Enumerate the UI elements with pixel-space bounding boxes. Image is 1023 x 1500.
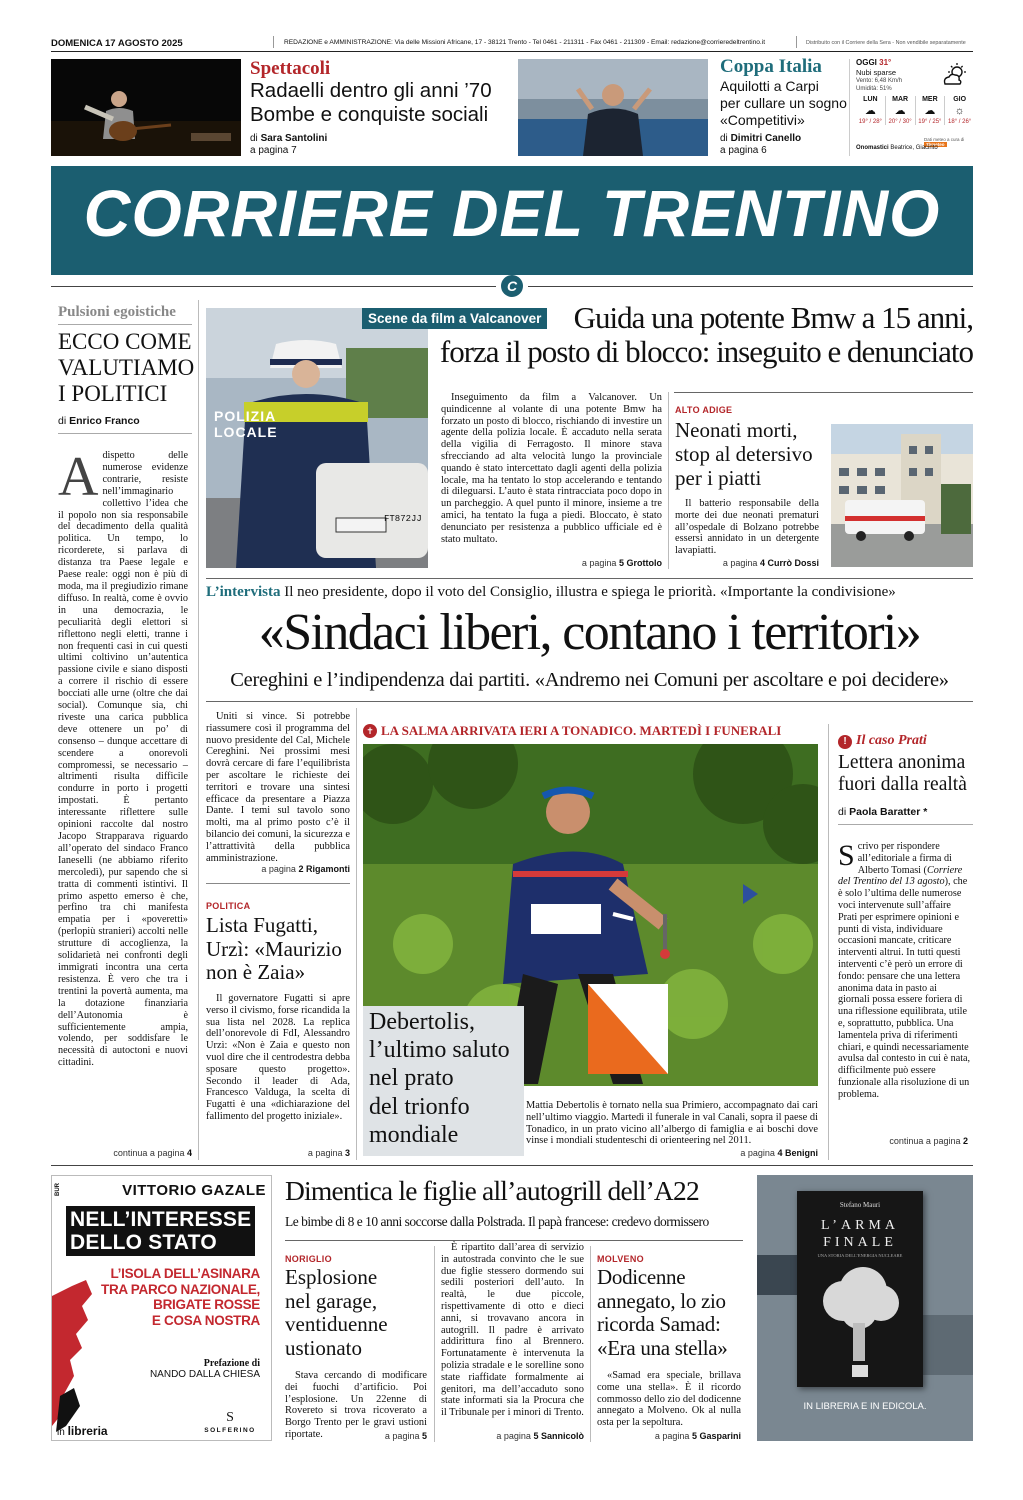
jump-page: 4 xyxy=(759,558,765,568)
ad-title-line: DELLO STATO xyxy=(70,1231,217,1254)
headline-line: «Era una stella» xyxy=(597,1335,728,1360)
prati-dropcap: S xyxy=(838,841,855,872)
book-cover xyxy=(797,1191,923,1387)
molveno-text: «Samad era speciale, brillava come una stella». È il ricordo commosso dello zio del dodicenne annegato a Molveno. Ok al nulla osta per la sepoltura. xyxy=(597,1370,741,1429)
jump-label: a pagina xyxy=(261,864,296,874)
jump-label: a pagina xyxy=(654,1431,690,1441)
editorial-title[interactable] xyxy=(58,329,194,407)
weather-brand-logo: 3bmeteo xyxy=(926,142,945,147)
editorial-title-line: VALUTIAMO xyxy=(58,355,195,380)
jump-label: a pagina xyxy=(740,1148,775,1158)
teaser-title-line1[interactable]: Radaelli dentro gli anni ’70 xyxy=(250,79,492,102)
teaser-section-spettacoli: Spettacoli xyxy=(250,58,331,79)
teaser-right-line3[interactable]: «Competitivi» xyxy=(720,112,805,128)
teaser-right-byline xyxy=(720,133,801,144)
molveno-body xyxy=(597,1370,741,1429)
headline-line: Guida una potente Bmw a 15 anni, xyxy=(573,300,973,335)
masthead-logo: C xyxy=(501,275,523,297)
forecast-day-label: GIO xyxy=(953,96,967,103)
jump-label: continua a pagina xyxy=(113,1148,185,1158)
ad-author: VITTORIO GAZALE xyxy=(122,1182,266,1199)
teaser-right-page: a pagina 6 xyxy=(720,145,767,156)
forecast-temps: 18° / 26° xyxy=(948,119,972,125)
debertolis-text: Mattia Debertolis è tornato nella sua Primiero, accompagnato dai cari nell’ultimo viaggio. Martedì il funerale in val Canali, sopra il paese di Tonadico, in un prato vicino all’albergo di famiglia e ai boschi dove vinse i mondiali studenteschi di orienteering nel 2011. xyxy=(526,1100,818,1147)
jump-page: 5 xyxy=(618,558,624,568)
headline-line: ventiduenne xyxy=(285,1312,388,1336)
teaser-photo-coach xyxy=(518,59,708,156)
jump-author: Rigamonti xyxy=(306,864,350,874)
forecast-day-label: MER xyxy=(922,96,938,103)
weather-wind: Vento: 6,48 Km/h xyxy=(856,78,903,84)
prati-author: Paola Baratter * xyxy=(849,806,928,818)
by-prefix: di xyxy=(58,415,67,427)
molveno-headline[interactable] xyxy=(597,1266,745,1360)
neonati-body xyxy=(675,498,819,557)
mushroom-cloud-icon xyxy=(813,1265,907,1361)
sun-icon: ☼ xyxy=(954,105,965,117)
weather-today-temp: 31° xyxy=(879,58,892,67)
publisher-logo-icon xyxy=(852,1365,868,1377)
jump-page: 2 xyxy=(298,864,304,874)
headline-line: l’ultimo saluto xyxy=(369,1037,510,1064)
jump-label: a pagina xyxy=(581,558,617,568)
prati-lead-italic: Corriere del Trentino del 13 agosto xyxy=(838,864,963,888)
headline-line: ustionato xyxy=(285,1335,362,1360)
masthead-title[interactable]: CORRIERE DEL TRENTINO xyxy=(83,176,941,250)
autogrill-jump[interactable] xyxy=(441,1431,584,1441)
police-checkpoint-photo xyxy=(206,308,428,568)
fugatti-text: Il governatore Fugatti si apre verso il civismo, forse ricandida la sua lista nel 2028. La replica dell’onorevole di FdI, Alessandro Urzì: «Non è Zaia e questo non vuol dire che il centrodestra debba sposare questo progetto». Secondo il leader di Ada, Francesco Valduga, la scelta di Fugatti è una «dichiarazione del fallimento del progetto iniziale». xyxy=(206,993,350,1122)
debertolis-title-box[interactable] xyxy=(363,1006,524,1156)
bmw-jump[interactable] xyxy=(441,558,662,568)
debertolis-body xyxy=(526,1100,818,1147)
weather-box xyxy=(856,58,974,158)
jump-label: a pagina xyxy=(307,1148,343,1158)
ad-tag: BUR xyxy=(55,1183,61,1196)
exclamation-icon: ! xyxy=(838,735,852,749)
editorial-kicker: Pulsioni egoistiche xyxy=(58,304,176,320)
jump-label: a pagina xyxy=(496,1431,531,1441)
intervista-body xyxy=(206,711,350,864)
intervista-deck: Cereghini e l’indipendenza dai partiti. «Andremo nei Comuni per ascoltare e poi decidere» xyxy=(230,669,949,691)
book-title: L’ARMA FINALE xyxy=(821,1218,899,1250)
headline-line: annegato, lo zio xyxy=(597,1288,726,1313)
forecast-temps: 20° / 30° xyxy=(888,119,912,125)
headline-line: forza il posto di blocco: inseguito e denunciato xyxy=(439,334,973,369)
cloud-sun-icon: ☁ xyxy=(924,105,936,117)
editorial-author: Enrico Franco xyxy=(69,415,140,427)
weather-humidity: Umidità: 51% xyxy=(856,86,892,92)
candle-icon: ✝ xyxy=(363,724,377,738)
headline-line: mondiale xyxy=(369,1121,459,1148)
headline-line: nel garage, xyxy=(285,1288,378,1313)
forecast-temps: 19° / 25° xyxy=(918,119,942,125)
jump-page: 2 xyxy=(962,1136,968,1146)
police-vest-text: POLIZIA LOCALE xyxy=(214,408,278,440)
intervista-jump[interactable] xyxy=(206,864,350,874)
editorial-text: collettivo l’idea che il popolo non sia responsabile del decadimento della qualità politica. Un tempo, lo ricorderete, si parlava di distanza tra Paese legale e Paese reale: oggi non è più di moda, ma il pregiudizio rimane diffuso. In realtà, come è ovvio in una democrazia, le peculiarità degli elettori si riflettono negli eletti, tranne i non frequenti casi in cui questi ultimi coltivino un’autentica passione civile e siano disposti a correre il rischio di essere bocciati alle urne (oltre che dai social). Comunque sia, chi riveste una carica pubblica deve ottenere un po’ di consenso – dunque accettare di scendere a onorevoli compromessi, se necessario – altrimenti risulta difficile condurre in porto i progetti impostati. È pertanto interessante riflettere sulle opinioni raccolte dal nostro Jacopo Strapparava riguardo all’operato del sindaco Franco Ianeselli (ne abbiamo riferito mercoledì), pur sapendo che si tratta di commenti istintivi. Il primo aspetto emerso è che, perfino tra chi manifesta empatia per i «poveretti» (perlopiù stranieri) accolti nelle strutture di accoglienza, la solidarietà nei confronti degli immigrati incontra una certa resistenza. È vero che tra i trentini la povertà aumenta, ma la dotazione finanziaria dell’Autonomia è sufficientemente ampia, volendo, per soddisfare le necessità di autoctoni e nuovi cittadini. xyxy=(58,497,188,1069)
intervista-label: L’intervista xyxy=(206,584,281,600)
jump-author: Benigni xyxy=(785,1148,818,1158)
intervista-sub: Il neo presidente, dopo il voto del Consiglio, illustra e spiega le priorità. «Importante la condivisione» xyxy=(284,584,896,600)
teaser-right-line2[interactable]: per cullare un sogno xyxy=(720,95,847,111)
weather-credit: Dati meteo a cura di xyxy=(924,137,965,142)
ad-publisher: SOLFERINO xyxy=(204,1427,256,1434)
editorial-dropcap: A xyxy=(58,450,99,508)
prati-kicker-row xyxy=(838,731,927,749)
ad-libreria: libreria xyxy=(67,1424,108,1438)
book-author: Stefano Mauri xyxy=(839,1201,881,1209)
headline-line: Debertolis, xyxy=(369,1009,475,1035)
headline-line: nel prato xyxy=(369,1065,454,1092)
headline-line: stop al detersivo xyxy=(675,442,813,466)
fugatti-headline[interactable] xyxy=(206,914,352,985)
cloud-sun-icon: ☁ xyxy=(864,105,876,117)
photo-caption-label: Scene da film a Valcanover xyxy=(362,308,547,329)
editorial-title-line: I POLITICI xyxy=(58,381,168,406)
jump-page: 5 xyxy=(533,1431,539,1441)
headline-line: ricorda Samad: xyxy=(597,1312,721,1336)
bmw-text: Inseguimento da film a Valcanover. Un quindicenne al volante di una potente Bmw ha forzato un posto di blocco, rischiando di investire un agente della polizia locale. È accaduto nella serata della vigilia di Ferragosto. Il minore stava sfrecciando ad alta velocità lungo la provinciale quando è stato intercettato dagli agenti della polizia locale, ma ha tentato lo stop accelerando e tentando di dileguarsi. L’auto è stata rintracciata poco dopo in un parcheggio. A quel punto il minore, insieme a tre amici, ha tentato la fuga a piedi. Bloccato, è stato denunciato per resistenza a pubblico ufficiale ed è stato multato. xyxy=(441,392,662,545)
editorial-byline xyxy=(58,415,140,427)
headline-line: Lista Fugatti, xyxy=(206,913,318,937)
ad-footer: IN LIBRERIA E IN EDICOLA. xyxy=(803,1401,927,1412)
ad-subtitle-line: BRIGATE ROSSE xyxy=(153,1297,260,1312)
jump-label: continua a pagina xyxy=(889,1136,961,1146)
jump-page: 3 xyxy=(344,1148,350,1158)
headline-line: del trionfo xyxy=(369,1093,470,1120)
forecast-day xyxy=(915,96,945,125)
prati-text: ), che è solo l’ultima delle numerose voci intervenute sull’affaire Prati per esprimere opinioni e punti di vista, individuare occasioni mancate, criticare interventi altrui. In tutti questi interventi c’è però un errore di fondo: pensare che una lettera anonima data in pasto ai giornali possa essere foriera di una riflessione equilibrata, utile e, soprattutto, pubblica. Una lamentela priva di riferimenti chiari, e quindi necessariamente avulsa dal contesto in cui è nata, difficilmente può essere funzionale alla risoluzione di un problema. xyxy=(838,876,971,1100)
jump-author: Grottolo xyxy=(626,558,662,568)
cloud-sun-icon: ☁ xyxy=(894,105,906,117)
headline-line: non è Zaia» xyxy=(206,960,306,984)
headline-line: Esplosione xyxy=(285,1265,378,1289)
prati-jump[interactable] xyxy=(838,1136,968,1146)
weather-today-label: OGGI xyxy=(856,58,877,67)
noriglio-kicker: NORIGLIO xyxy=(285,1254,332,1264)
ad-subtitle-line: L’ISOLA DELL’ASINARA xyxy=(110,1266,260,1281)
jump-page: 5 xyxy=(421,1431,427,1441)
forecast-day-label: LUN xyxy=(863,96,878,103)
neonati-kicker: ALTO ADIGE xyxy=(675,405,733,415)
book-subtitle: UNA STORIA DELL’ENERGIA NUCLEARE xyxy=(817,1253,903,1258)
neonati-text: Il batterio responsabile della morte dei due neonati prematuri all’ospedale di Bolzano potrebbe essersi annidato in un detergente lavapiatti. xyxy=(675,498,819,557)
onomastici-label: Onomastici xyxy=(856,145,889,151)
forecast-day xyxy=(885,96,915,125)
ad-title-line: NELL’INTERESSE xyxy=(70,1208,252,1231)
license-plate: FT872JJ xyxy=(384,514,422,524)
editorial-body xyxy=(58,450,188,1150)
teaser-author: Sara Santolini xyxy=(260,133,328,144)
headline-line: Neonati morti, xyxy=(675,418,798,442)
autogrill-headline[interactable]: Dimentica le figlie all’autogrill dell’A22 xyxy=(285,1175,699,1206)
forecast-day-label: MAR xyxy=(892,96,909,103)
teaser-section-coppa-italia: Coppa Italia xyxy=(720,56,822,77)
jump-author: Sannicolò xyxy=(540,1431,584,1441)
headline-line: fuori dalla realtà xyxy=(838,774,967,795)
editorial-title-line: ECCO COME xyxy=(58,329,192,354)
bmw-body xyxy=(441,392,662,545)
ad-in-label: in xyxy=(57,1427,65,1438)
prati-byline xyxy=(838,806,927,818)
headline-line: Dodicenne xyxy=(597,1265,686,1289)
debertolis-kicker: LA SALMA ARRIVATA IERI A TONADICO. MARTEDÌ I FUNERALI xyxy=(381,723,782,738)
fugatti-body xyxy=(206,993,350,1123)
editorial-jump[interactable] xyxy=(58,1148,192,1158)
teaser-right-author: Dimitri Canello xyxy=(730,133,802,144)
debertolis-jump[interactable] xyxy=(526,1148,818,1158)
headline-line: Lettera anonima xyxy=(838,752,966,773)
forecast-day xyxy=(856,96,885,125)
prati-headline[interactable] xyxy=(838,752,973,796)
book-ad-left[interactable] xyxy=(51,1175,272,1441)
weather-desc: Nubi sparse xyxy=(856,68,897,77)
distribution-note: Distribuito con il Corriere della Sera - Non vendibile separatamente xyxy=(806,40,966,46)
molveno-jump[interactable] xyxy=(630,1431,741,1441)
jump-label: a pagina xyxy=(722,558,758,568)
noriglio-text: Stava cercando di modificare dei fuochi d’artificio. Poi l’esplosione. Un 22enne di Rovereto si trova ricoverato a Borgo Trento per le gravi ustioni riportate. xyxy=(285,1370,427,1440)
fugatti-kicker: POLITICA xyxy=(206,901,251,911)
teaser-byline xyxy=(250,133,327,144)
prati-body xyxy=(838,841,971,1141)
teaser-photo-concert xyxy=(51,59,241,156)
editorial-lead: dispetto delle numerose evidenze contrarie, resiste nell’immaginario xyxy=(102,450,188,497)
jump-label: a pagina xyxy=(384,1431,420,1441)
bmw-headline[interactable] xyxy=(437,301,973,369)
forecast-day xyxy=(944,96,974,125)
forecast-temps: 19° / 28° xyxy=(858,119,882,125)
teaser-page: a pagina 7 xyxy=(250,145,297,156)
prati-kicker: Il caso Prati xyxy=(856,733,927,748)
ad-subtitle-line: TRA PARCO NAZIONALE, xyxy=(101,1281,260,1297)
editorial-address: REDAZIONE e AMMINISTRAZIONE: Via delle Missioni Africane, 17 - 38121 Trento - Tel 0461 - 211311 - Fax 0461 - 211309 - Email: redazione@corrieredeltrentino.it xyxy=(284,39,766,46)
by-prefix: di xyxy=(720,133,728,144)
fugatti-jump[interactable] xyxy=(206,1148,350,1158)
autogrill-deck: Le bimbe di 8 e 10 anni soccorse dalla Polstrada. Il papà francese: credevo dormissero xyxy=(285,1214,709,1229)
molveno-kicker: MOLVENO xyxy=(597,1254,644,1264)
ad-subtitle-line: E COSA NOSTRA xyxy=(151,1312,260,1328)
hospital-photo xyxy=(831,424,973,567)
teaser-title-line2[interactable]: Bombe e conquiste sociali xyxy=(250,103,489,126)
intervista-text: Uniti si vince. Si potrebbe riassumere così il programma del nuovo presidente del Cal, Michele Cereghini. Nei prossimi mesi dovrà cercare di fare l’equilibrista per ascoltare le richieste dei territori e trovare una sintesi efficace da presentare a Piazza Dante. I temi sul tavolo sono molti, ma al primo posto c’è il bilancio dei comuni, la sicurezza e l’attrattività della pubblica amministrazione. xyxy=(206,711,350,864)
prati-lead: crivo per rispondere all’editoriale a firma di Alberto Tomasi ( xyxy=(857,841,952,876)
intervista-overline xyxy=(206,584,896,601)
ad-preface-label: Prefazione di xyxy=(203,1358,260,1369)
autogrill-text: È ripartito dall’area di servizio in autostrada convinto che le sue due figlie stessero dormendo sui sedili posteriori dell’auto. In realtà, le due piccole, rispettivamente di otto e dieci anni, si trovavano ancora in autogrill. Il padre è arrivato addirittura fino al Brennero. Fortunatamente è intervenuta la polizia stradale e le sorelline sono state riaffidate formalmente ai genitori, ma dell’accaduto sono state informati sia la Procura che il Tribunale per i minori di Trento. xyxy=(441,1242,584,1419)
partly-cloudy-icon xyxy=(940,62,968,88)
jump-page: 4 xyxy=(186,1148,192,1158)
issue-date: DOMENICA 17 AGOSTO 2025 xyxy=(51,38,183,49)
neonati-jump[interactable] xyxy=(675,558,819,568)
jump-page: 4 xyxy=(777,1148,783,1158)
intervista-headline[interactable]: «Sindaci liberi, contano i territori» xyxy=(258,604,921,661)
teaser-right-line1[interactable]: Aquilotti a Carpi xyxy=(720,78,819,94)
headline-line: Urzì: «Maurizio xyxy=(206,936,342,961)
by-prefix: di xyxy=(838,806,847,818)
autogrill-body xyxy=(441,1242,584,1419)
debertolis-kicker-row xyxy=(363,722,781,740)
ad-preface-name: NANDO DALLA CHIESA xyxy=(149,1369,260,1380)
headline-line: per i piatti xyxy=(675,466,762,490)
jump-author: Gasparini xyxy=(699,1431,741,1441)
noriglio-headline[interactable] xyxy=(285,1266,430,1360)
jump-author: Currò Dossi xyxy=(767,558,819,568)
book-ad-right[interactable] xyxy=(757,1175,973,1441)
by-prefix: di xyxy=(250,133,258,144)
publisher-logo-icon: S xyxy=(226,1410,234,1425)
neonati-headline[interactable] xyxy=(675,418,825,490)
jump-page: 5 xyxy=(691,1431,697,1441)
onomastici-names: Beatrice, Giacinto xyxy=(890,145,938,151)
noriglio-jump[interactable] xyxy=(344,1431,427,1441)
